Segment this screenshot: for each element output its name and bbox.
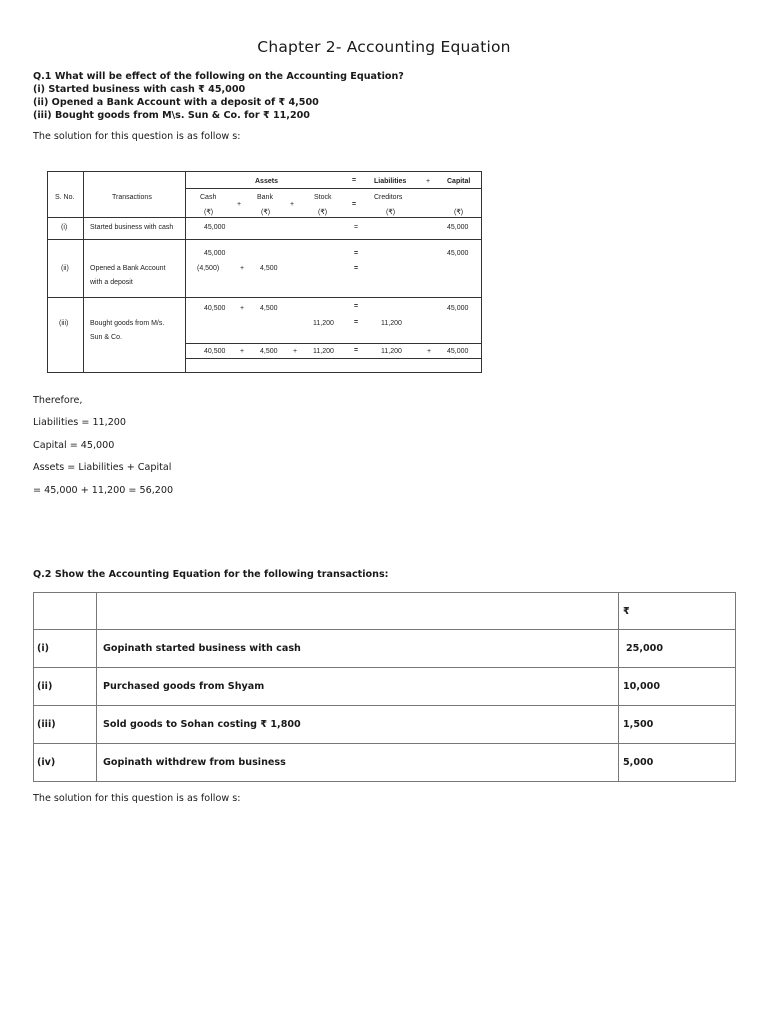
header-bank: Bank	[257, 194, 273, 201]
table-divider	[48, 217, 481, 218]
plus-sign: +	[240, 265, 245, 272]
conclusion-line: Capital = 45,000	[33, 440, 115, 451]
header-plus: +	[426, 178, 431, 185]
total-creditors: 11,200	[381, 348, 402, 355]
question-1	[33, 70, 404, 122]
conclusion-line: Therefore,	[33, 395, 83, 406]
question-1-item: (iii) Bought goods from M\s. Sun & Co. for ₹ 11,200	[33, 110, 310, 121]
solution-intro: The solution for this question is as follow s:	[33, 793, 241, 804]
total-cash: 40,500	[204, 348, 226, 355]
cash-value: 45,000	[204, 250, 226, 257]
table-row	[34, 706, 736, 744]
total-capital: 45,000	[447, 348, 469, 355]
bank-value: 4,500	[260, 305, 278, 312]
header-stock: Stock	[314, 194, 332, 201]
row-transaction: Opened a Bank Account	[90, 265, 166, 272]
transactions-table	[33, 592, 736, 782]
equals-sign: =	[354, 319, 359, 326]
row-number: (i)	[34, 630, 97, 668]
table-divider	[185, 358, 481, 359]
cash-value: 40,500	[204, 305, 226, 312]
header-equals: =	[352, 177, 357, 184]
table-divider	[185, 172, 186, 372]
header-liabilities: Liabilities	[374, 178, 407, 185]
header-rupee: (₹)	[454, 209, 464, 216]
header-cash: Cash	[200, 194, 217, 201]
question-1-item: (i) Started business with cash ₹ 45,000	[33, 84, 246, 95]
creditors-value: 11,200	[381, 320, 402, 327]
header-transactions: Transactions	[112, 194, 152, 201]
question-2-text: Q.2 Show the Accounting Equation for the following transactions:	[33, 569, 389, 580]
question-1-text: Q.1 What will be effect of the following on the Accounting Equation?	[33, 71, 404, 82]
row-transaction: Bought goods from M/s.	[90, 320, 165, 327]
header-equals: =	[352, 201, 357, 208]
currency-header: ₹	[619, 593, 736, 630]
row-transaction: Gopinath withdrew from business	[97, 744, 619, 782]
row-transaction: Sold goods to Sohan costing ₹ 1,800	[97, 706, 619, 744]
equals-sign: =	[354, 265, 359, 272]
row-transaction: Gopinath started business with cash	[97, 630, 619, 668]
header-plus: +	[237, 201, 242, 208]
plus-sign: +	[293, 348, 298, 355]
table-divider	[185, 343, 481, 344]
header-assets: Assets	[255, 178, 278, 185]
row-number: (iii)	[34, 706, 97, 744]
plus-sign: +	[427, 348, 432, 355]
solution-intro: The solution for this question is as follow s:	[33, 131, 241, 142]
row-amount: 10,000	[619, 668, 736, 706]
table-cell	[34, 593, 97, 630]
plus-sign: +	[240, 305, 245, 312]
equals-sign: =	[354, 224, 359, 231]
row-transaction: Purchased goods from Shyam	[97, 668, 619, 706]
table-divider	[48, 297, 481, 298]
row-sno: (ii)	[61, 265, 69, 272]
table-divider	[185, 188, 481, 189]
row-transaction: with a deposit	[90, 279, 133, 286]
row-amount: 5,000	[619, 744, 736, 782]
row-number: (ii)	[34, 668, 97, 706]
equals-sign: =	[354, 250, 359, 257]
header-sno: S. No.	[55, 194, 75, 201]
header-rupee: (₹)	[386, 209, 396, 216]
row-amount: 1,500	[619, 706, 736, 744]
header-creditors: Creditors	[374, 194, 403, 201]
conclusion-line: = 45,000 + 11,200 = 56,200	[33, 485, 174, 496]
table-divider	[83, 172, 84, 372]
header-rupee: (₹)	[204, 209, 214, 216]
header-plus: +	[290, 201, 295, 208]
table-row	[34, 744, 736, 782]
accounting-equation-table	[47, 171, 482, 373]
conclusion-line: Assets = Liabilities + Capital	[33, 462, 172, 473]
capital-value: 45,000	[447, 250, 469, 257]
row-sno: (iii)	[59, 320, 69, 327]
equals-sign: =	[354, 303, 359, 310]
cash-value: (4,500)	[197, 265, 220, 272]
table-divider	[48, 239, 481, 240]
row-sno: (i)	[61, 224, 68, 231]
question-1-item: (ii) Opened a Bank Account with a deposit of ₹ 4,500	[33, 97, 319, 108]
total-bank: 4,500	[260, 348, 278, 355]
cash-value: 45,000	[204, 224, 226, 231]
page-title: Chapter 2- Accounting Equation	[257, 38, 511, 56]
table-row	[34, 593, 736, 630]
header-rupee: (₹)	[318, 209, 328, 216]
plus-sign: +	[240, 348, 245, 355]
row-transaction: Started business with cash	[90, 224, 174, 231]
row-number: (iv)	[34, 744, 97, 782]
bank-value: 4,500	[260, 265, 278, 272]
conclusion-line: Liabilities = 11,200	[33, 417, 127, 428]
total-stock: 11,200	[313, 348, 334, 355]
capital-value: 45,000	[447, 224, 469, 231]
row-transaction: Sun & Co.	[90, 334, 122, 341]
header-rupee: (₹)	[261, 209, 271, 216]
equals-sign: =	[354, 347, 359, 354]
table-row	[34, 630, 736, 668]
table-row	[34, 668, 736, 706]
row-amount: 25,000	[619, 630, 736, 668]
header-capital: Capital	[447, 178, 471, 185]
capital-value: 45,000	[447, 305, 469, 312]
stock-value: 11,200	[313, 320, 334, 327]
table-cell	[97, 593, 619, 630]
